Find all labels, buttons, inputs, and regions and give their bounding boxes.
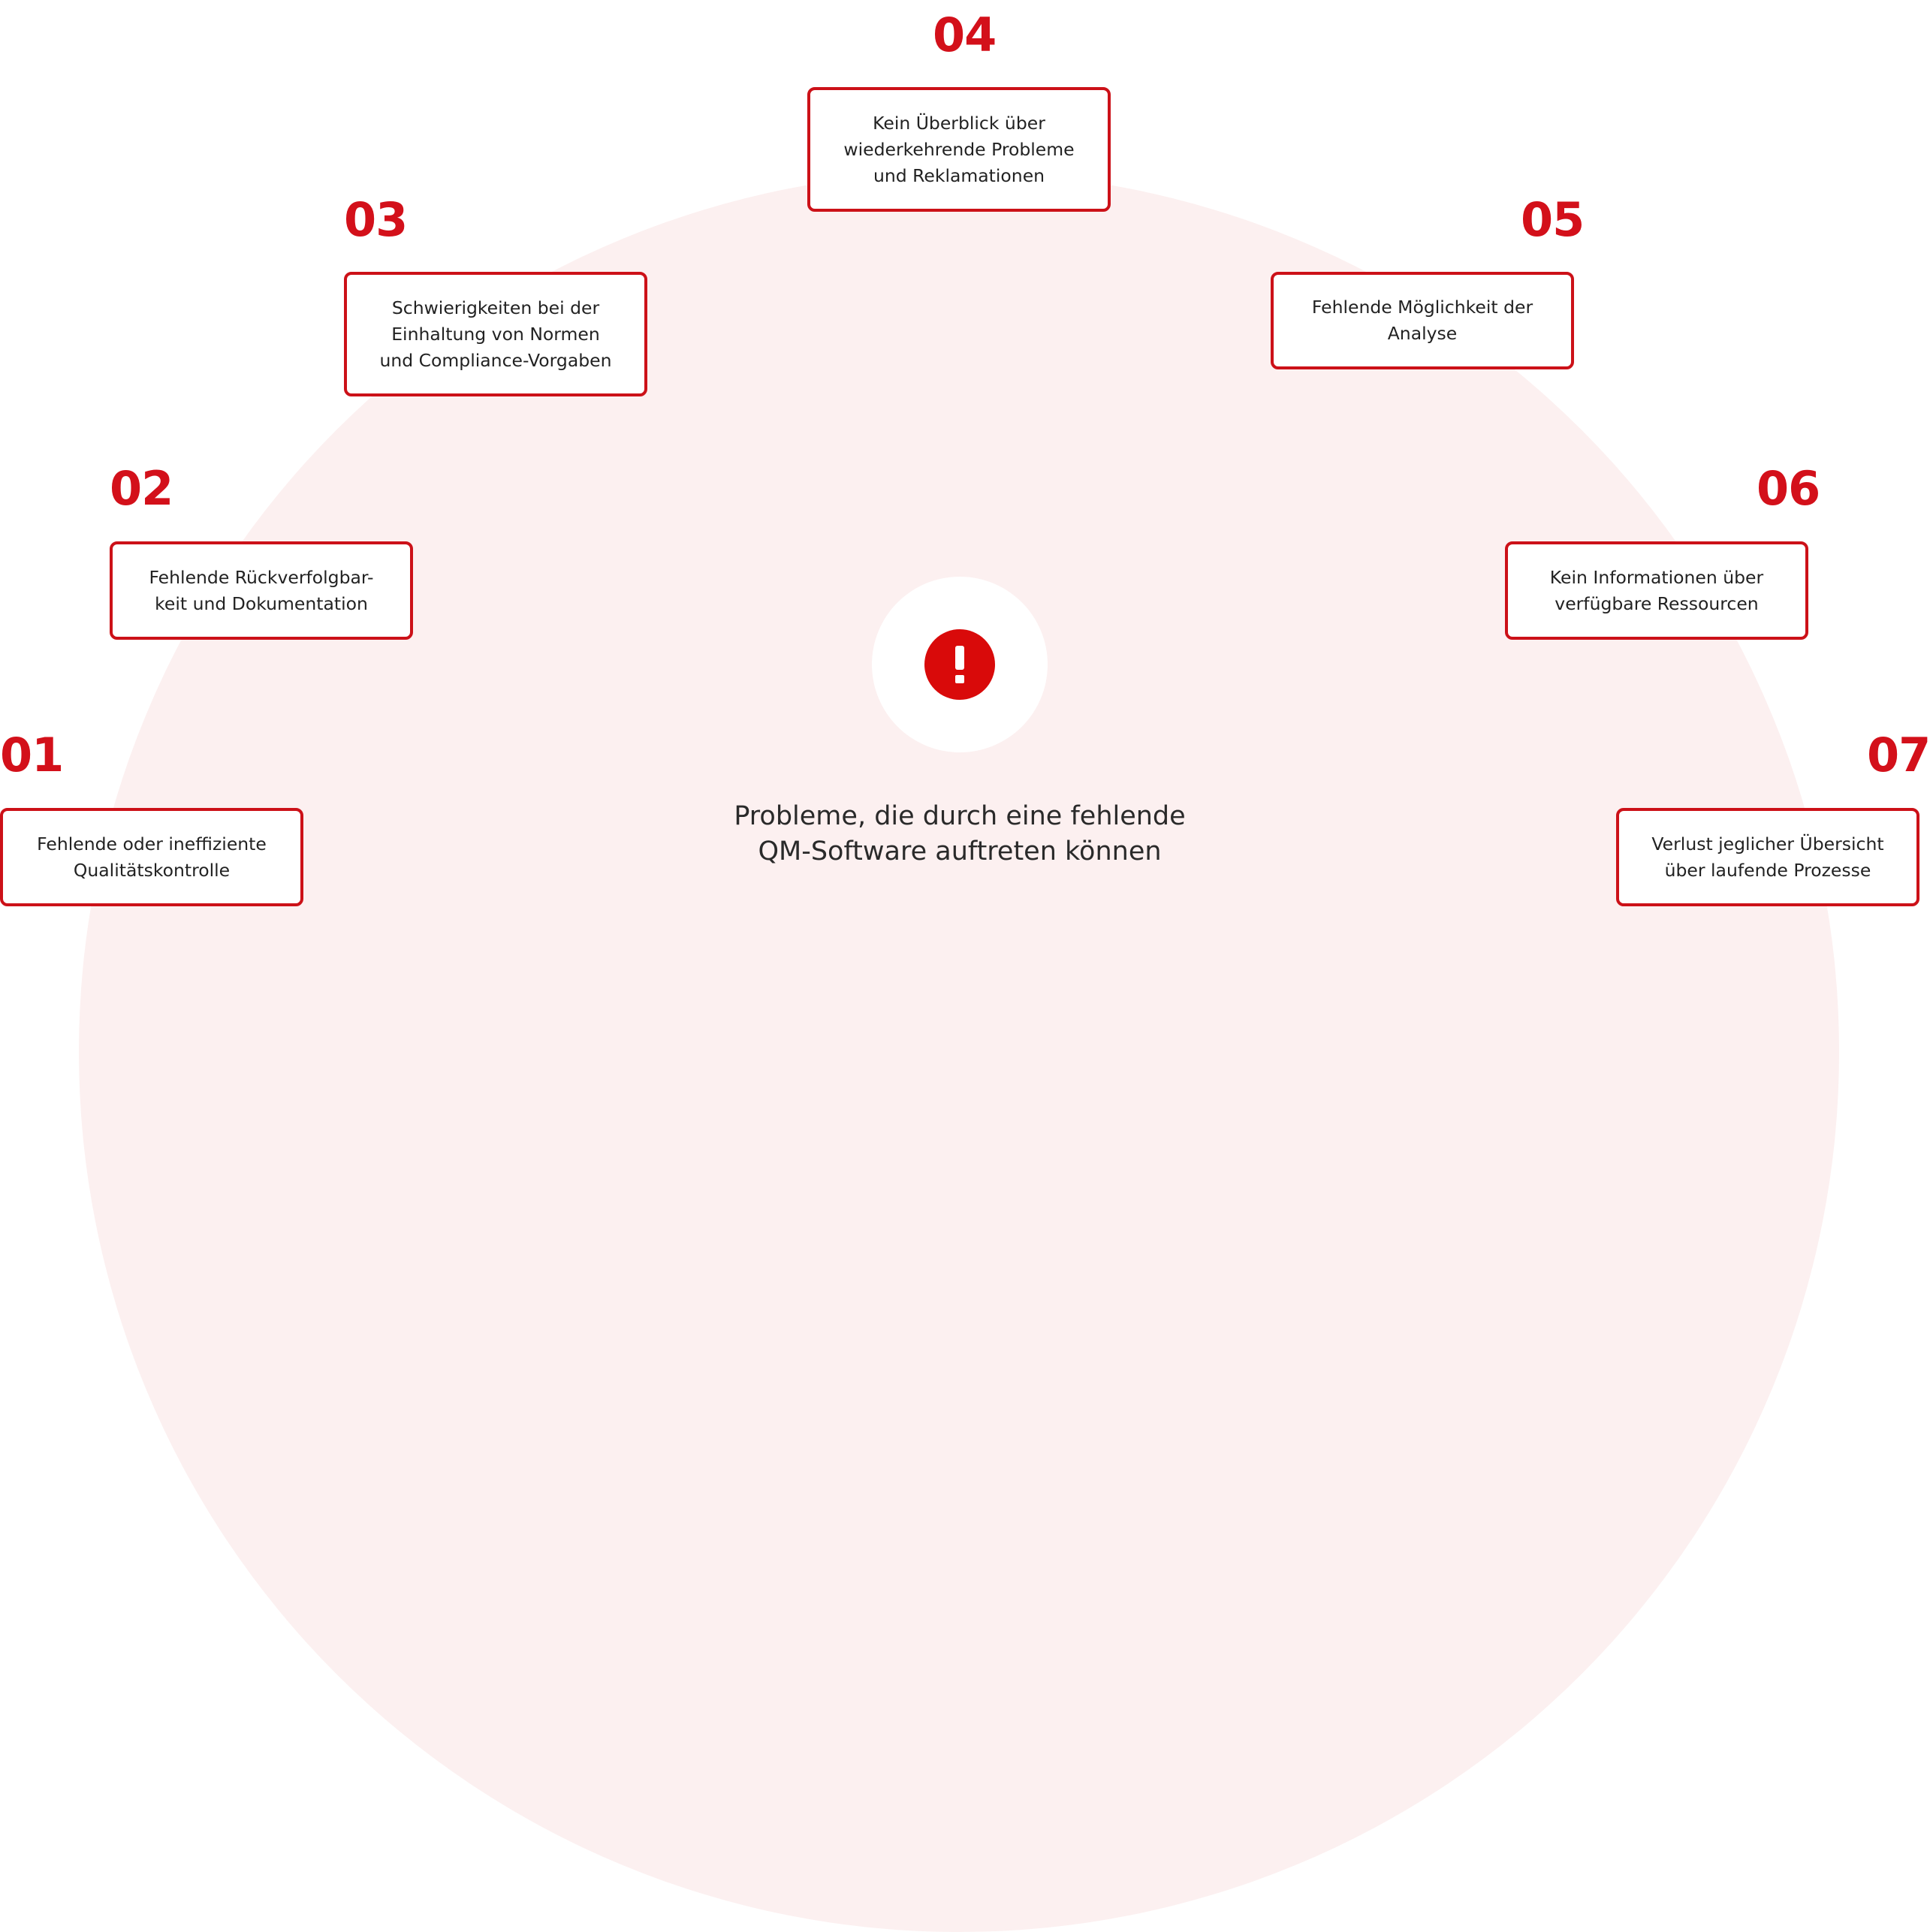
exclamation-icon	[924, 629, 995, 700]
problem-box	[1271, 272, 1574, 369]
problem-number: 05	[1521, 192, 1585, 247]
problem-box	[807, 87, 1111, 212]
problem-box	[1616, 808, 1919, 906]
problem-text: Fehlende Rückverfolgbar- keit und Dokumentation	[149, 566, 374, 614]
problem-number: 03	[344, 192, 408, 247]
problem-number: 04	[933, 8, 997, 62]
problem-text: Verlust jeglicher Übersicht über laufende Prozesse	[1651, 833, 1884, 881]
problem-number: 06	[1757, 461, 1820, 516]
problem-box	[110, 541, 413, 640]
problem-text: Schwierigkeiten bei der Einhaltung von Normen und Compliance-Vorgaben	[379, 297, 612, 371]
problem-box	[1505, 541, 1808, 640]
background-half-circle	[79, 172, 1839, 1932]
problem-number: 01	[0, 728, 64, 782]
problem-text: Fehlende Möglichkeit der Analyse	[1311, 297, 1533, 344]
center-title: Probleme, die durch eine fehlende QM-Software auftreten können	[734, 801, 1186, 867]
problem-text: Fehlende oder ineffiziente Qualitätskontrolle	[37, 833, 267, 881]
problem-box	[344, 272, 647, 396]
problem-number: 02	[110, 461, 173, 516]
problem-text: Kein Überblick über wiederkehrende Probleme und Reklamationen	[843, 112, 1075, 186]
problem-box	[0, 808, 303, 906]
problem-text: Kein Informationen über verfügbare Ressourcen	[1549, 566, 1764, 614]
problem-number: 07	[1867, 728, 1930, 782]
